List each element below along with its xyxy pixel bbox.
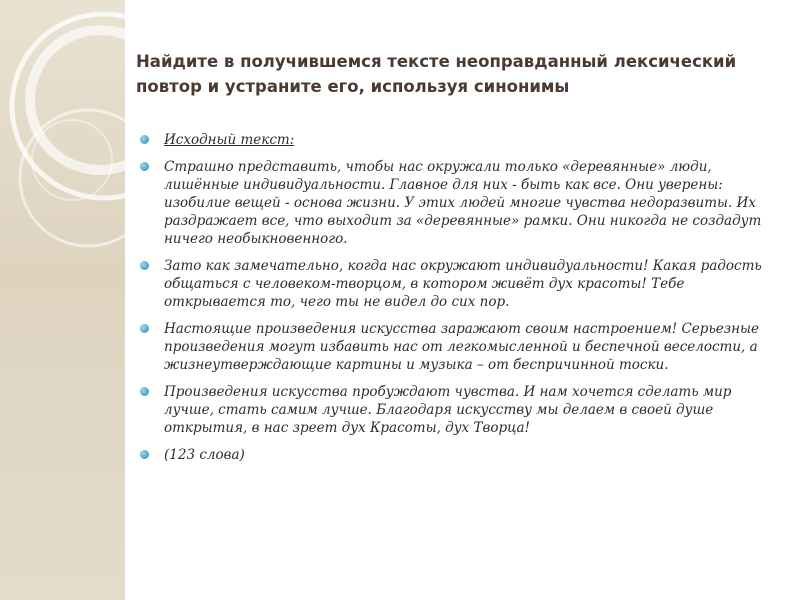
slide-title: Найдите в получившемся тексте неоправданный лексический повтор и устраните его, используя синонимы [136, 52, 737, 96]
bullet-paragraph-2 [140, 257, 780, 311]
bullet-dot-icon [140, 261, 149, 270]
bullet-text: Произведения искусства пробуждают чувства. И нам хочется сделать мир лучше, стать самим лучше. Благодаря искусству мы делаем в своей душе открытия, в нас зреет дух Красоты, дух Творца! [164, 384, 732, 436]
bullet-dot-icon [140, 387, 149, 396]
bullet-text: (123 слова) [164, 447, 245, 463]
bullet-dot-icon [140, 324, 149, 333]
bullet-paragraph-4 [140, 383, 780, 437]
bullet-text: Страшно представить, чтобы нас окружали только «деревянные» люди, лишённые индивидуальности. Главное для них - быть как все. Они уверены: изобилие вещей - основа жизни. У этих людей многие чувства недоразвиты. Их раздражает все, что выходит за «деревянные» рамки. Они никогда не создадут ничего необыкновенного. [164, 159, 762, 247]
bullet-text: Исходный текст: [164, 132, 295, 148]
bullet-list [140, 131, 780, 473]
bullet-dot-icon [140, 162, 149, 171]
bullet-paragraph-3 [140, 320, 780, 374]
bullet-paragraph-1 [140, 158, 780, 248]
bullet-text: Зато как замечательно, когда нас окружают индивидуальности! Какая радость общаться с человеком-творцом, в котором живёт дух красоты! Тебе открывается то, чего ты не видел до сих пор. [164, 258, 762, 310]
bullet-dot-icon [140, 450, 149, 459]
bullet-text: Настоящие произведения искусства заражают своим настроением! Серьезные произведения могут избавить нас от легкомысленной и беспечной веселости, а жизнеутверждающие картины и музыка – от беспричинной тоски. [164, 321, 760, 373]
bullet-dot-icon [140, 135, 149, 144]
bullet-source-label [140, 131, 780, 149]
bullet-word-count [140, 446, 780, 464]
